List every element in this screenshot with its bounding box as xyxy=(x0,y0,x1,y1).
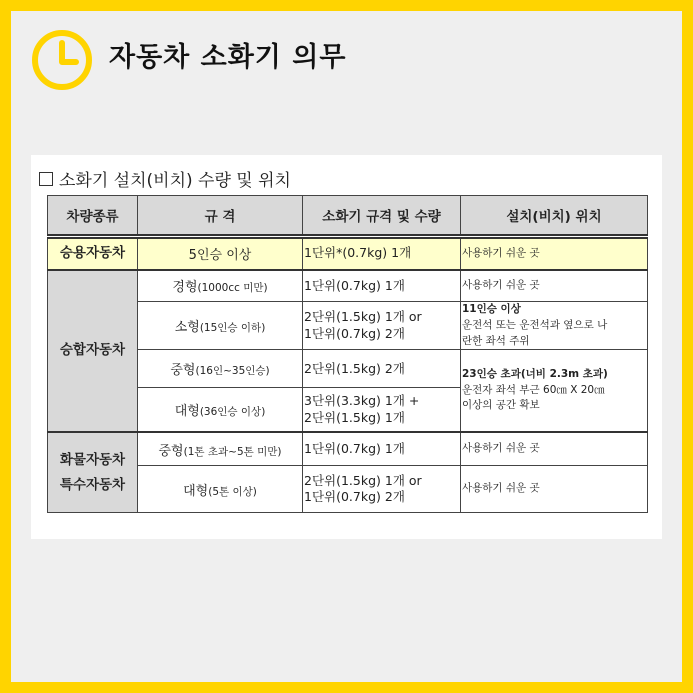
spec-cell xyxy=(138,350,303,388)
qty-cell xyxy=(303,350,461,388)
loc-line: 사용하기 쉬운 곳 xyxy=(462,482,540,495)
loc-line: 이상의 공간 확보 xyxy=(462,399,540,412)
spec-note: (1톤 초과~5톤 미만) xyxy=(183,445,282,458)
loc-cell xyxy=(461,466,648,513)
category-cell: 승합자동차 xyxy=(48,270,138,432)
spec-cell xyxy=(138,270,303,302)
header-spec: 규 격 xyxy=(138,196,303,235)
qty-cell xyxy=(303,466,461,513)
category-line: 특수자동차 xyxy=(59,476,126,493)
loc-line: 사용하기 쉬운 곳 xyxy=(462,442,540,455)
category-line: 화물자동차 xyxy=(59,452,126,469)
qty-cell xyxy=(303,238,461,270)
loc-cell xyxy=(461,302,648,350)
table-row xyxy=(48,466,648,513)
loc-line: 란한 좌석 주위 xyxy=(462,334,530,347)
header-quantity: 소화기 규격 및 수량 xyxy=(303,196,461,235)
qty-cell xyxy=(303,388,461,432)
spec-text: 중형 xyxy=(170,363,196,379)
loc-cell xyxy=(461,432,648,466)
checkbox-icon xyxy=(39,172,53,186)
loc-heading: 11인승 이상 xyxy=(462,303,521,315)
qty-line: 1단위(0.7kg) 2개 xyxy=(304,489,405,505)
table-row xyxy=(48,350,648,388)
spec-cell xyxy=(138,238,303,270)
qty-line: 1단위*(0.7kg) 1개 xyxy=(304,245,412,261)
spec-cell xyxy=(138,302,303,350)
qty-line: 2단위(1.5kg) 2개 xyxy=(304,360,405,376)
loc-cell xyxy=(461,238,648,270)
spec-note: (36인승 이상) xyxy=(199,406,266,418)
table-row xyxy=(48,238,648,270)
qty-cell xyxy=(303,270,461,302)
table-row xyxy=(48,270,648,302)
qty-line: 1단위(0.7kg) 2개 xyxy=(304,325,405,341)
subtitle-text: 소화기 설치(비치) 수량 및 위치 xyxy=(59,171,291,191)
category-cell: 승용자동차 xyxy=(48,238,138,270)
spec-note: (1000cc 미만) xyxy=(197,282,268,295)
table-subtitle xyxy=(39,166,291,191)
header-vehicle-type: 차량종류 xyxy=(48,196,138,235)
header-location: 설치(비치) 위치 xyxy=(461,196,648,235)
table-row xyxy=(48,302,648,350)
table-header-row xyxy=(48,196,648,235)
page-title: 자동차 소화기 의무 xyxy=(109,42,347,73)
loc-line: 운전석 또는 운전석과 옆으로 나 xyxy=(462,318,608,331)
extinguisher-table xyxy=(47,195,648,513)
loc-cell xyxy=(461,270,648,302)
spec-note: (16인~35인승) xyxy=(195,365,270,378)
spec-cell xyxy=(138,432,303,466)
qty-line: 1단위(0.7kg) 1개 xyxy=(304,440,405,456)
spec-text: 소형 xyxy=(174,320,200,336)
qty-cell xyxy=(303,432,461,466)
qty-line: 1단위(0.7kg) 1개 xyxy=(304,277,405,293)
spec-text: 중형 xyxy=(158,443,184,459)
category-cell xyxy=(48,432,138,513)
qty-cell xyxy=(303,302,461,350)
loc-line: 운전자 좌석 부근 60㎝ X 20㎝ xyxy=(462,383,605,396)
spec-text: 대형 xyxy=(183,483,209,499)
qty-line: 2단위(1.5kg) 1개 or xyxy=(304,309,422,325)
qty-line: 2단위(1.5kg) 1개 xyxy=(304,409,405,425)
spec-note: (5톤 이상) xyxy=(208,485,257,498)
qty-line: 3단위(3.3kg) 1개 + xyxy=(304,393,420,409)
table-card xyxy=(31,155,662,539)
spec-text: 경형 xyxy=(172,280,198,296)
loc-line: 사용하기 쉬운 곳 xyxy=(462,278,540,291)
clock-icon xyxy=(30,28,94,92)
loc-line: 사용하기 쉬운 곳 xyxy=(462,246,540,259)
loc-heading: 23인승 초과(너비 2.3m 초과) xyxy=(462,367,608,380)
spec-text: 대형 xyxy=(174,404,200,419)
spec-cell xyxy=(138,388,303,432)
spec-cell xyxy=(138,466,303,513)
spec-text: 5인승 이상 xyxy=(188,248,252,263)
table-row xyxy=(48,432,648,466)
content-frame xyxy=(11,11,682,682)
spec-note: (15인승 이하) xyxy=(199,322,266,335)
loc-cell xyxy=(461,350,648,432)
qty-line: 2단위(1.5kg) 1개 or xyxy=(304,473,422,488)
